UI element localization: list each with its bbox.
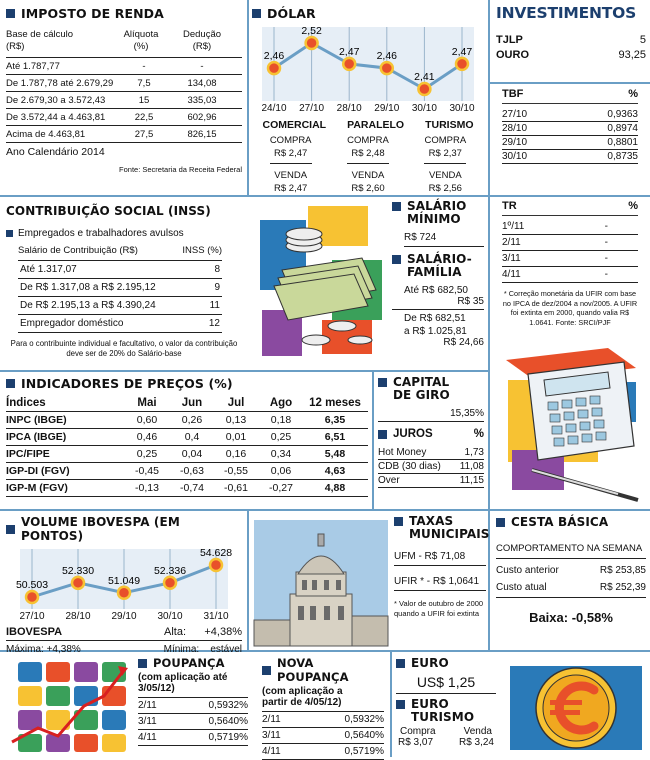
tr-row: 1º/11 - [502, 219, 638, 235]
tr-row: 4/11 - [502, 267, 638, 283]
cesta-atual: Custo atual R$ 252,39 [496, 582, 646, 598]
faixa-1-value: R$ 35 [392, 296, 484, 310]
data-point [381, 62, 393, 74]
bullet-icon [378, 378, 387, 387]
poupanca-row: 3/11 0,5640% [138, 714, 248, 730]
dolar-dates [252, 103, 484, 117]
data-point [343, 58, 355, 70]
money-illustration [252, 200, 388, 365]
nova-poupanca-row: 3/11 0,5640% [262, 728, 384, 744]
chart-background [262, 27, 474, 101]
capital-value: 15,35% [378, 408, 484, 422]
divider [247, 0, 249, 196]
ir-row: Acima de 4.463,81 27,5 826,15 [6, 126, 242, 143]
salario-minimo-value: R$ 724 [404, 232, 484, 247]
poupanca-title: POUPANÇA [138, 656, 248, 670]
divider [0, 195, 650, 197]
data-label: 2,46 [263, 50, 285, 63]
inss-row: Até 1.317,07 8 [18, 261, 222, 279]
bullet-icon [496, 518, 505, 527]
tjlp-row: TJLP 5 [496, 34, 646, 46]
data-point [118, 587, 130, 599]
inss-title: CONTRIBUIÇÃO SOCIAL (INSS) [6, 204, 211, 218]
faixa-1: Até R$ 682,50 [404, 285, 468, 296]
nova-poupanca-panel [262, 656, 384, 756]
investimentos-title: INVESTIMENTOS [496, 4, 637, 22]
inss-row: De R$ 1.317,08 a R$ 2.195,12 9 [18, 279, 222, 297]
ufir-value: UFIR * - R$ 1,0641 [394, 576, 486, 591]
precos-row: INPC (IBGE) 0,60 0,26 0,13 0,18 6,35 [6, 412, 368, 429]
cesta-baixa: Baixa: -0,58% [529, 610, 613, 625]
precos-header: Índices Mai Jun Jul Ago 12 meses [6, 397, 368, 412]
tbf-row: 30/10 0,8735 [502, 151, 638, 162]
ibov-dates [6, 611, 242, 624]
tr-header: TR % [502, 200, 638, 216]
precos-row: IGP-DI (FGV) -0,45 -0,63 -0,55 0,06 4,63 [6, 463, 368, 480]
juros-row: Over 11,15 [378, 475, 484, 486]
dolar-title: DÓLAR [252, 6, 484, 21]
bullet-icon [392, 202, 401, 211]
capital-title: CAPITAL DE GIRO [378, 376, 484, 402]
ibovespa-panel [6, 515, 242, 655]
tbf-row: 27/10 0,9363 [502, 109, 638, 120]
tick-label: 30/10 [411, 103, 437, 114]
taxas-panel [394, 514, 490, 647]
bullet-icon [6, 9, 15, 18]
ibov-alta-row: IBOVESPA Alta: +4,38% [6, 626, 242, 641]
nova-poupanca-row: 4/11 0,5719% [262, 744, 384, 760]
tick-label: 28/10 [336, 103, 362, 114]
inss-row: De R$ 2.195,13 a R$ 4.390,24 11 [18, 297, 222, 315]
bullet-icon [6, 230, 13, 237]
ir-row: De 2.679,30 a 3.572,43 15 335,03 [6, 92, 242, 109]
bullet-icon [6, 379, 15, 388]
dolar-quote: COMPRA R$ 2,37 VENDA R$ 2,56 [424, 135, 467, 194]
dolar-quote: COMPRA R$ 2,47 VENDA R$ 2,47 [269, 135, 312, 194]
tbf-header: TBF % [502, 88, 638, 104]
data-label: 2,46 [376, 50, 398, 63]
data-point [268, 62, 280, 74]
cesta-anterior: Custo anterior R$ 253,85 [496, 565, 646, 576]
tick-label: 27/10 [299, 103, 325, 114]
ibovespa-title: VOLUME IBOVESPA (EM PONTOS) [6, 515, 242, 543]
building-illustration [254, 520, 388, 646]
euro-turismo-values: R$ 3,07 R$ 3,24 [398, 737, 494, 748]
nova-poupanca-title: NOVA POUPANÇA [262, 656, 384, 684]
data-label: 2,47 [451, 45, 473, 58]
divider [247, 511, 249, 651]
ir-header: Base de cálculo (R$) Alíquota (%) Dedução (R$) [6, 29, 222, 52]
tick-label: 30/10 [157, 611, 183, 622]
divider [390, 652, 392, 757]
ufir-note: * Correção monetária da UFIR com base no IPCA de dez/2004 a nov/2005. A UFIR foi extinta em 2000, quando valia R$ 1.0641. Fonte: SRCI/PJF [502, 289, 638, 327]
euro-turismo-labels: Compra Venda [400, 726, 492, 737]
divider [0, 370, 488, 372]
dolar-type: COMERCIAL [262, 119, 327, 131]
precos-row: IPCA (IBGE) 0,46 0,4 0,01 0,25 6,51 [6, 429, 368, 446]
poupanca-sub: (com aplicação até 3/05/12) [138, 672, 248, 698]
bullet-icon [262, 666, 271, 675]
ufir-note-municipal: * Valor de outubro de 2000 quando a UFIR foi extinta [394, 599, 484, 618]
data-point [418, 83, 430, 95]
bullet-icon [394, 517, 403, 526]
euro-turismo-title: EURO TURISMO [396, 698, 496, 724]
dolar-panel [252, 6, 484, 194]
divider [490, 82, 650, 84]
tbf-row: 28/10 0,8974 [502, 123, 638, 134]
euro-title: EURO [396, 656, 496, 670]
tick-label: 30/10 [449, 103, 475, 114]
taxas-title: TAXAS MUNICIPAIS [394, 515, 486, 541]
ir-title: IMPOSTO DE RENDA [6, 6, 242, 21]
precos-row: IPC/FIPE 0,25 0,04 0,16 0,34 5,48 [6, 446, 368, 463]
bullet-icon [392, 255, 401, 264]
data-point [210, 559, 222, 571]
euro-value: US$ 1,25 [396, 674, 496, 694]
dolar-chart [252, 23, 484, 103]
salario-panel [392, 200, 484, 368]
poupanca-row: 2/11 0,5932% [138, 698, 248, 714]
tick-label: 31/10 [203, 611, 229, 622]
data-label: 2,52 [301, 25, 322, 37]
euro-panel [396, 656, 496, 756]
tr-row: 3/11 - [502, 251, 638, 267]
faixa-2: De R$ 682,51 [404, 313, 466, 324]
faixa-2b: a R$ 1.025,81 [404, 326, 467, 337]
salario-minimo-title: SALÁRIO MÍNIMO [392, 200, 484, 226]
data-label: 52.336 [153, 564, 187, 577]
ir-source: Fonte: Secretaria da Receita Federal [119, 165, 242, 174]
ir-row: De 1.787,78 até 2.679,29 7,5 134,08 [6, 75, 242, 92]
tick-label: 29/10 [111, 611, 137, 622]
nova-poupanca-row: 2/11 0,5932% [262, 712, 384, 728]
divider [0, 509, 650, 511]
calculator-illustration [498, 340, 646, 508]
investimentos-panel [496, 4, 646, 82]
cesta-sub: COMPORTAMENTO NA SEMANA [496, 543, 646, 559]
nova-poupanca-sub: (com aplicação a partir de 4/05/12) [262, 686, 384, 712]
ibovespa-chart [6, 545, 242, 611]
data-point [26, 591, 38, 603]
ir-row: De 3.572,44 a 4.463,81 22,5 602,96 [6, 109, 242, 126]
data-point [164, 577, 176, 589]
bullet-icon [6, 525, 15, 534]
divider [488, 0, 490, 510]
data-label: 54.628 [199, 547, 233, 559]
data-label: 52.330 [61, 564, 95, 577]
data-label: 50.503 [15, 579, 49, 591]
inss-sub: Empregados e trabalhadores avulsos [6, 228, 242, 239]
growth-illustration [8, 656, 130, 754]
juros-header: JUROS % [378, 428, 484, 440]
inss-header: Salário de Contribuição (R$) INSS (%) [18, 245, 222, 261]
salario-familia-title: SALÁRIO- FAMÍLIA [392, 253, 484, 279]
ufm-value: UFM - R$ 71,08 [394, 551, 486, 566]
data-label: 51.049 [107, 574, 141, 587]
ibov-max-min: Máxima: +4,38% Mínima: estável [6, 644, 242, 655]
tick-label: 29/10 [374, 103, 400, 114]
data-point [456, 58, 468, 70]
dolar-type: TURISMO [425, 119, 474, 131]
bullet-icon [396, 700, 405, 709]
indicadores-title: INDICADORES DE PREÇOS (%) [6, 376, 368, 391]
imposto-de-renda-panel [6, 6, 242, 194]
tr-row: 2/11 - [502, 235, 638, 251]
data-label: 2,47 [338, 45, 360, 58]
tick-label: 24/10 [261, 103, 287, 114]
bullet-icon [252, 9, 261, 18]
bullet-icon [138, 659, 147, 668]
divider [372, 372, 374, 510]
precos-row: IGP-M (FGV) -0,13 -0,74 -0,61 -0,27 4,88 [6, 480, 368, 497]
tbf-panel [502, 88, 638, 188]
tick-label: 28/10 [65, 611, 91, 622]
euro-coin-icon [508, 660, 644, 754]
data-point [72, 577, 84, 589]
tbf-row: 29/10 0,8801 [502, 137, 638, 148]
inss-row: Empregador doméstico 12 [18, 315, 222, 333]
dolar-values [252, 134, 484, 195]
tick-label: 27/10 [19, 611, 45, 622]
bullet-icon [378, 430, 387, 439]
tr-panel [502, 200, 638, 340]
cesta-title: CESTA BÁSICA [496, 515, 646, 529]
inss-panel [6, 200, 242, 368]
cesta-panel [496, 515, 646, 647]
poupanca-row: 4/11 0,5719% [138, 730, 248, 746]
dolar-types [252, 119, 484, 131]
indicadores-panel [6, 376, 368, 506]
data-label: 2,41 [414, 71, 435, 83]
dolar-quote: COMPRA R$ 2,48 VENDA R$ 2,60 [347, 135, 389, 194]
ir-rows [6, 57, 242, 143]
ouro-row: OURO 93,25 [496, 49, 646, 61]
ir-year: Ano Calendário 2014 [6, 146, 105, 158]
faixa-2-value: R$ 24,66 [443, 337, 484, 348]
ir-row: Até 1.787,77 - - [6, 58, 242, 75]
bullet-icon [396, 659, 405, 668]
data-point [306, 37, 318, 49]
poupanca-panel [138, 656, 248, 756]
juros-row: CDB (30 dias) 11,08 [378, 461, 484, 472]
juros-row: Hot Money 1,73 [378, 447, 484, 458]
dolar-type: PARALELO [347, 119, 405, 131]
inss-note: Para o contribuinte individual e facultativo, o valor da contribuição deve ser de 20% do Salário-base [10, 339, 238, 358]
capital-panel [378, 376, 484, 506]
